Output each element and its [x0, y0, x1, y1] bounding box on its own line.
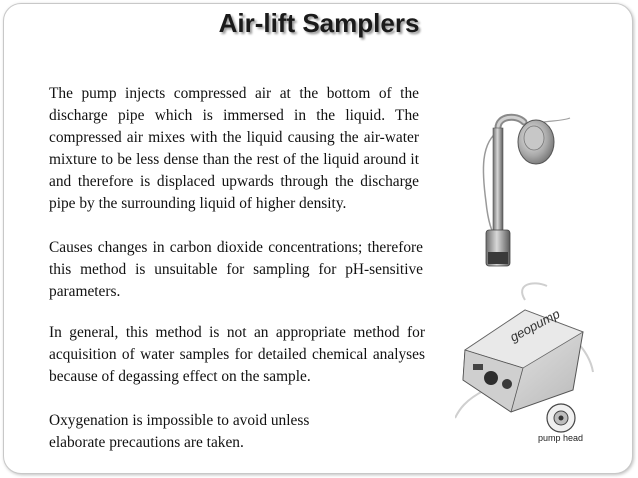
- airlift-sampler-image: [472, 112, 572, 272]
- paragraph-degassing: In general, this method is not an appropriate method for acquisition of water samples for detailed chemical analyses because of degassing effect on the sample.: [49, 324, 425, 385]
- paragraph-mechanism: The pump injects compressed air at the bottom of the discharge pipe which is immersed in the liquid. The compressed air mixes with the liquid causing the air-water mixture to be less dense than the rest of the liquid around it and therefore is displaced upwards through the discharge pipe by the surrounding liquid of higher density.: [49, 85, 419, 212]
- pump-head-caption: pump head: [538, 433, 584, 443]
- paragraph-oxygenation: Oxygenation is impossible to avoid unless elaborate precautions are taken.: [49, 412, 310, 451]
- geopump-label: geopump: [507, 305, 563, 345]
- slide-title: Air-lift Samplers: [218, 8, 420, 38]
- geopump-image: [455, 280, 595, 445]
- paragraph-co2-effect: Causes changes in carbon dioxide concentrations; therefore this method is unsuitable for sampling for pH-sensitive parameters.: [49, 239, 423, 300]
